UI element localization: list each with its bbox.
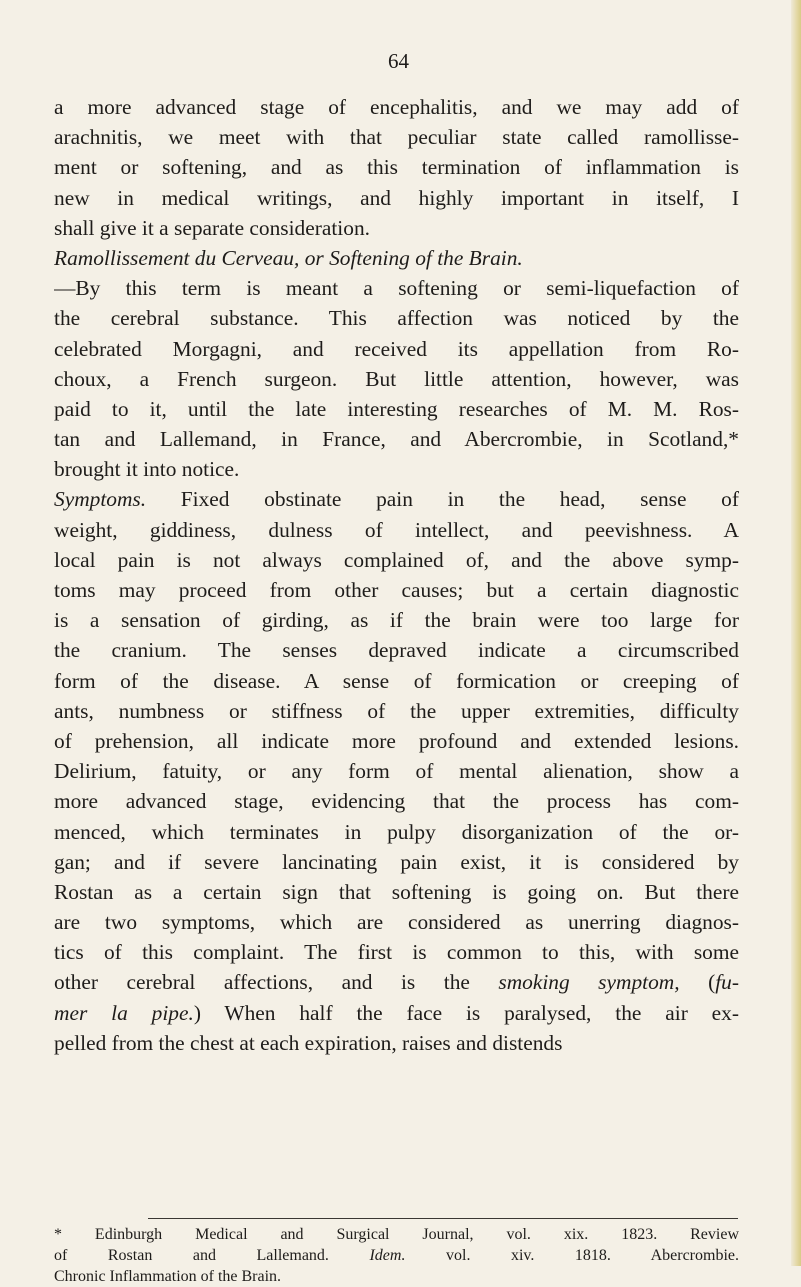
footnote — [54, 1224, 739, 1287]
text-line: are two symptoms, which are considered as unerring diagnos- — [54, 910, 739, 935]
text-segment: other cerebral affections, and is the — [54, 970, 499, 995]
text-segment: vol. xiv. 1818. Abercrombie. — [405, 1247, 739, 1264]
footnote-divider — [148, 1218, 738, 1219]
text-line: ants, numbness or stiffness of the upper extremities, difficulty — [54, 698, 739, 723]
text-line: tics of this complaint. The first is common to this, with some — [54, 940, 739, 965]
text-segment: ) — [193, 1000, 201, 1025]
text-line: a more advanced stage of encephalitis, and we may add of — [54, 95, 739, 119]
symptoms-line — [54, 484, 739, 514]
text-segment: of Rostan and Lallemand. — [54, 1247, 370, 1264]
text-line: choux, a French surgeon. But little attention, however, was — [54, 366, 739, 391]
text-line: form of the disease. A sense of formication or creeping of — [54, 668, 739, 693]
smoking-term: smoking symptom, — [498, 970, 680, 995]
text-line: of prehension, all indicate more profound and extended lesions. — [54, 728, 739, 753]
text-line: local pain is not always complained of, and the above symp- — [54, 547, 739, 572]
text-line: tan and Lallemand, in France, and Abercrombie, in Scotland,* — [54, 427, 739, 452]
smoking-symptom-line-2 — [54, 998, 739, 1028]
text-line: the cerebral substance. This affection was noticed by the — [54, 306, 739, 331]
symptoms-text: Fixed obstinate pain in the head, sense of — [146, 487, 739, 512]
text-line: new in medical writings, and highly important in itself, I — [54, 185, 739, 210]
text-line: toms may proceed from other causes; but a certain diagnostic — [54, 578, 739, 602]
smoking-symptom-line — [54, 967, 739, 997]
idem-term: Idem. — [369, 1247, 406, 1264]
text-line: shall give it a separate consideration. — [54, 215, 370, 240]
text-line: is a sensation of girding, as if the brain were too large for — [54, 608, 739, 633]
french-term: mer la pipe. — [54, 1000, 194, 1025]
text-line: menced, which terminates in pulpy disorganization of the or- — [54, 819, 739, 844]
footnote-line — [54, 1245, 739, 1266]
body-text — [54, 92, 739, 1058]
page-edge — [791, 0, 801, 1266]
text-line: gan; and if severe lancinating pain exist, it is considered by — [54, 849, 739, 874]
text-line: —By this term is meant a softening or semi-liquefaction of — [54, 276, 739, 301]
text-segment: ( — [679, 970, 716, 995]
text-line: celebrated Morgagni, and received its appellation from Ro- — [54, 336, 739, 361]
text-line: Rostan as a certain sign that softening is going on. But there — [54, 879, 739, 904]
footnote-line: Chronic Inflammation of the Brain. — [54, 1268, 282, 1285]
text-line: ment or softening, and as this termination of inflammation is — [54, 155, 739, 180]
footnote-line: * Edinburgh Medical and Surgical Journal, vol. xix. 1823. Review — [54, 1226, 739, 1243]
symptoms-heading: Symptoms. — [54, 487, 147, 512]
text-line: paid to it, until the late interesting researches of M. M. Ros- — [54, 396, 739, 421]
text-line: the cranium. The senses depraved indicate a circumscribed — [54, 638, 739, 663]
text-segment: When half the face is paralysed, the air ex- — [200, 1000, 739, 1025]
text-line: weight, giddiness, dulness of intellect, and peevishness. A — [54, 517, 739, 542]
text-line: more advanced stage, evidencing that the process has com- — [54, 789, 739, 814]
text-line: arachnitis, we meet with that peculiar state called ramollisse- — [54, 125, 739, 150]
french-term: fu- — [715, 970, 739, 995]
page-number: 64 — [388, 49, 409, 73]
text-line: pelled from the chest at each expiration, raises and distends — [54, 1030, 563, 1055]
text-line: brought it into notice. — [54, 457, 240, 482]
section-heading: Ramollissement du Cerveau, or Softening of the Brain. — [54, 245, 523, 270]
text-line: Delirium, fatuity, or any form of mental alienation, show a — [54, 759, 739, 784]
